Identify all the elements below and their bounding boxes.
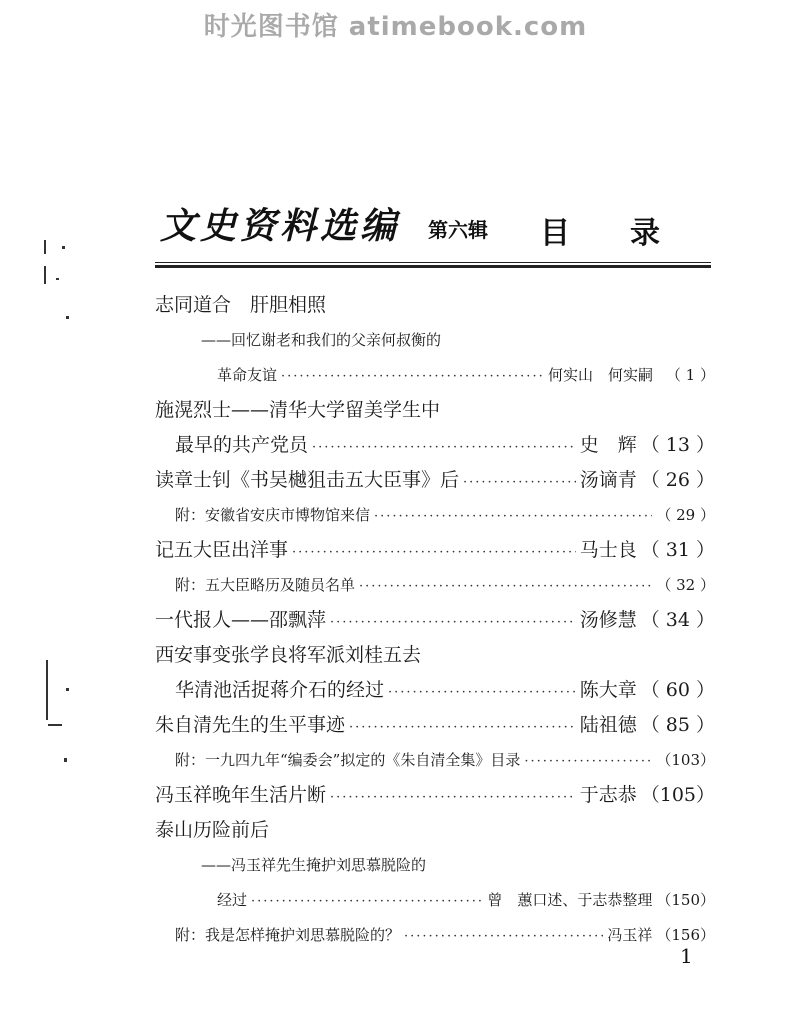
toc-entry-title: 冯玉祥晚年生活片断	[155, 784, 327, 806]
leader-dots	[349, 710, 576, 743]
toc-entry	[155, 708, 715, 743]
toc-title: 目录	[540, 216, 720, 251]
toc-entry-title: 记五大臣出洋事	[155, 539, 289, 561]
leader-dots	[524, 744, 652, 778]
toc-entry	[155, 463, 715, 498]
toc-entry-title: 最早的共产党员	[175, 434, 309, 456]
toc-entry-page: （ 32 ）	[656, 576, 715, 594]
toc-entry-page: （ 60 ）	[640, 679, 715, 701]
toc-entry-page: （150）	[656, 891, 715, 909]
toc-entry-page: （ 34 ）	[640, 609, 715, 631]
toc-entry	[155, 883, 715, 918]
toc-entry-author: 马士良	[579, 539, 637, 561]
header	[160, 198, 720, 258]
leader-dots	[330, 605, 576, 638]
toc-entry	[155, 533, 715, 568]
toc-entry-title: 读章士钊《书吴樾狙击五大臣事》后	[155, 469, 460, 491]
header-rule	[155, 262, 711, 268]
toc-entry-page: （ 85 ）	[640, 714, 715, 736]
leader-dots	[463, 465, 576, 498]
toc-entry-title: 附：五大臣略历及随员名单	[175, 576, 356, 594]
toc-entry-page: （ 1 ）	[665, 366, 715, 384]
leader-dots	[292, 535, 576, 568]
toc-entry-title: 附：安徽省安庆市博物馆来信	[175, 506, 371, 524]
toc-entry	[155, 393, 715, 428]
toc-entry-author: 陆祖德	[579, 714, 637, 736]
leader-dots	[330, 780, 576, 813]
toc-entry	[155, 673, 715, 708]
leader-dots	[359, 569, 652, 603]
leader-dots	[312, 430, 576, 463]
toc-entry	[155, 428, 715, 463]
toc-entry-author: 史 辉	[579, 434, 637, 456]
toc-entry	[155, 603, 715, 638]
toc-entry-title: 志同道合 肝胆相照	[155, 294, 327, 316]
toc-entry	[155, 638, 715, 673]
toc-entry-page: （156）	[656, 926, 715, 944]
table-of-contents	[155, 288, 715, 953]
leader-dots	[251, 884, 483, 918]
watermark: 时光图书馆 atimebook.com	[203, 12, 588, 42]
toc-entry-title: 西安事变张学良将军派刘桂五去	[155, 644, 422, 666]
toc-entry	[155, 918, 715, 953]
toc-entry-page: （ 29 ）	[656, 506, 715, 524]
toc-entry	[155, 813, 715, 848]
leader-dots	[388, 675, 576, 708]
toc-entry-title: ——回忆谢老和我们的父亲何叔衡的	[201, 331, 442, 349]
toc-entry-author: 冯玉祥	[607, 926, 653, 944]
toc-entry-title: 附：一九四九年“编委会”拟定的《朱自清全集》目录	[175, 751, 521, 769]
scan-edge-marks	[36, 240, 76, 780]
toc-entry-title: 附：我是怎样掩护刘思慕脱险的？	[175, 926, 401, 944]
leader-dots	[281, 359, 544, 393]
book-title: 文史资料选编	[160, 205, 401, 247]
toc-entry	[155, 288, 715, 323]
toc-entry-title: 经过	[217, 891, 248, 909]
toc-entry-title: 施滉烈士——清华大学留美学生中	[155, 399, 441, 421]
toc-entry	[155, 358, 715, 393]
volume-label: 第六辑	[428, 218, 488, 242]
toc-entry-author: 于志恭	[579, 784, 637, 806]
toc-entry-title: 一代报人——邵飘萍	[155, 609, 327, 631]
toc-entry-title: 朱自清先生的生平事迹	[155, 714, 346, 736]
toc-entry-author: 陈大章	[579, 679, 637, 701]
toc-entry-page: （ 31 ）	[640, 539, 715, 561]
toc-entry-page: （ 13 ）	[640, 434, 715, 456]
toc-entry-author: 曾 蕙口述、于志恭整理	[487, 891, 653, 909]
toc-entry	[155, 743, 715, 778]
toc-entry	[155, 323, 715, 358]
toc-entry-title: 泰山历险前后	[155, 819, 270, 841]
toc-entry-title: 革命友谊	[217, 366, 278, 384]
toc-entry	[155, 848, 715, 883]
toc-entry	[155, 498, 715, 533]
toc-entry-page: （ 26 ）	[640, 469, 715, 491]
leader-dots	[374, 499, 652, 533]
leader-dots	[404, 919, 603, 953]
toc-entry-page: （105）	[640, 784, 715, 806]
toc-entry	[155, 568, 715, 603]
toc-entry-author: 何实山 何实嗣	[547, 366, 653, 384]
toc-entry	[155, 778, 715, 813]
page-number: 1	[680, 944, 693, 968]
toc-entry-page: （103）	[656, 751, 715, 769]
toc-entry-title: ——冯玉祥先生掩护刘思慕脱险的	[201, 856, 427, 874]
toc-entry-author: 汤谪青	[579, 469, 637, 491]
toc-entry-author: 汤修慧	[579, 609, 637, 631]
toc-entry-title: 华清池活捉蒋介石的经过	[175, 679, 385, 701]
